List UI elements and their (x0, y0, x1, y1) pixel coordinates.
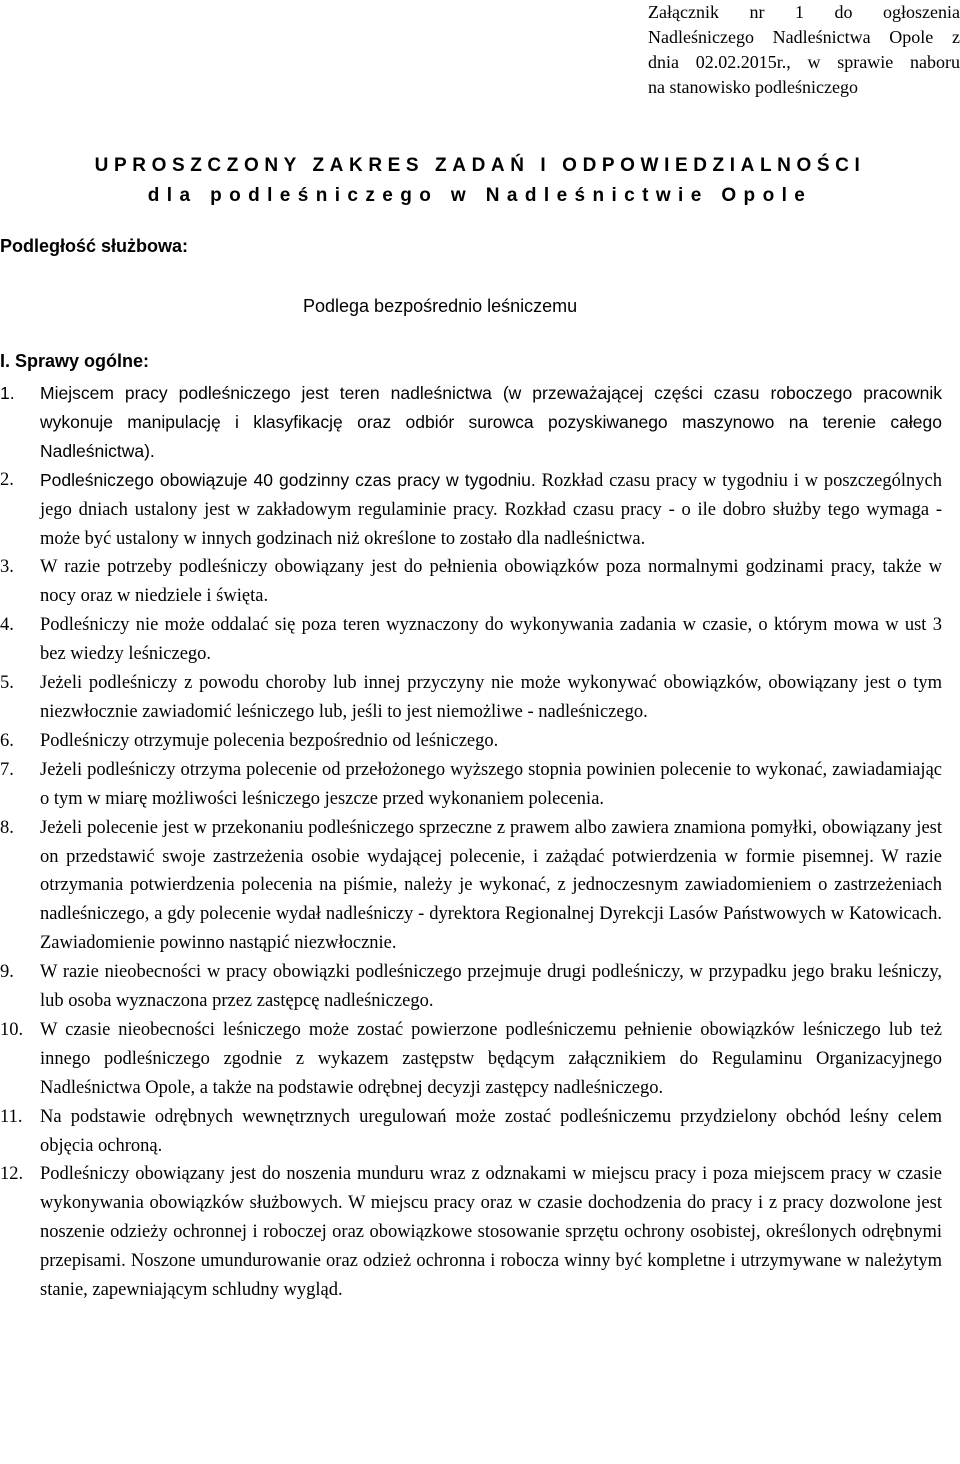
annex-line-2: Nadleśniczego Nadleśnictwa Opole z (648, 27, 960, 47)
item-number: 10. (0, 1019, 24, 1040)
section-heading: I. Sprawy ogólne: (0, 351, 150, 371)
item-text: W czasie nieobecności leśniczego może zostać powierzone podleśniczemu pełnienie obowiązków leśniczego lub też innego podleśniczego zgodnie z wykazem zastępstw będącym załącznikiem do Regulaminu Organizacyjnego Nadleśnictwa Opole, a także na podstawie odrębnej decyzji zastępcy nadleśniczego. (40, 1019, 942, 1098)
item-text: Jeżeli podleśniczy otrzyma polecenie od przełożonego wyższego stopnia powinien polecenie to wykonać, zawiadamiając o tym w miarę możliwości leśniczego jeszcze przed wykonaniem polecenia. (40, 759, 942, 809)
list-item (0, 958, 942, 1016)
item-number: 11. (0, 1106, 23, 1127)
item-number: 7. (0, 759, 14, 780)
annex-note (648, 0, 960, 100)
item-number: 8. (0, 817, 14, 838)
list-item (0, 1103, 942, 1161)
item-number: 12. (0, 1164, 24, 1185)
list-item (0, 466, 942, 554)
list-item (0, 611, 942, 669)
item-text: Jeżeli podleśniczy z powodu choroby lub innej przyczyny nie może wykonywać obowiązków, obowiązany jest o tym niezwłocznie zawiadomić leśniczego lub, jeśli to jest niemożliwe - nadleśniczego. (40, 673, 942, 722)
list-item (0, 814, 942, 959)
list-item (0, 553, 942, 611)
list-item (0, 1160, 942, 1305)
annex-line-3: dnia 02.02.2015r., w sprawie naboru (648, 52, 960, 72)
item-number: 2. (0, 469, 14, 490)
item-text: W razie nieobecności w pracy obowiązki podleśniczego przejmuje drugi podleśniczy, w przypadku jego braku leśniczy, lub osoba wyznaczona przez zastępcę nadleśniczego. (40, 962, 942, 1012)
item-number: 4. (0, 615, 14, 636)
document-title (0, 151, 960, 211)
title-line-2: dla podleśniczego w Nadleśnictwie Opole (147, 185, 813, 206)
list-item (0, 379, 942, 466)
item-number: 1. (0, 383, 15, 403)
subordination-label: Podległość służbowa: (0, 236, 189, 256)
item-text: W razie potrzeby podleśniczy obowiązany jest do pełnienia obowiązków poza normalnymi godzinami pracy, także w nocy oraz w niedziele i święta. (40, 557, 942, 607)
item-text-sans: Podleśniczego obowiązuje 40 godzinny czas pracy w tygodniu. (40, 469, 536, 490)
item-number: 3. (0, 557, 14, 578)
title-line-1: UPROSZCZONY ZAKRES ZADAŃ I ODPOWIEDZIALNOŚCI (94, 155, 866, 176)
list-item (0, 756, 942, 814)
item-text: Na podstawie odrębnych wewnętrznych uregulowań może zostać podleśniczemu przydzielony obchód leśny celem objęcia ochroną. (40, 1106, 942, 1156)
list-item (0, 727, 942, 756)
item-text: Podleśniczy nie może oddalać się poza teren wyznaczony do wykonywania zadania w czasie, o którym mowa w ust 3 bez wiedzy leśniczego. (40, 615, 942, 665)
item-text: Jeżeli polecenie jest w przekonaniu podleśniczego sprzeczne z prawem albo zawiera znamiona pomyłki, obowiązany jest on przedstawić swoje zastrzeżenia osobie wydającej polecenie, i zażądać potwierdzenia w formie pisemnej. W razie otrzymania potwierdzenia polecenia na piśmie, należy je wykonać, z jednoczesnym zawiadomieniem o zastrzeżeniach nadleśniczego, a gdy polecenie wydał nadleśniczy - dyrektora Regionalnej Dyrekcji Lasów Państwowych w Katowicach. Zawiadomienie powinno nastąpić niezwłocznie. (40, 817, 942, 954)
item-text: Miejscem pracy podleśniczego jest teren nadleśnictwa (w przeważającej części czasu roboczego pracownik wykonuje manipulację i klasyfikację oraz odbiór surowca pozyskiwanego maszynowo na terenie całego Nadleśnictwa). (40, 383, 942, 461)
annex-line-4: na stanowisko podleśniczego (648, 77, 858, 97)
annex-line-1: Załącznik nr 1 do ogłoszenia (648, 2, 960, 22)
subordination-value: Podlega bezpośrednio leśniczemu (303, 296, 578, 316)
list-item (0, 669, 942, 727)
item-number: 9. (0, 962, 14, 983)
item-number: 5. (0, 673, 14, 694)
item-number: 6. (0, 730, 14, 751)
list-item (0, 1016, 942, 1103)
item-text: Podleśniczy otrzymuje polecenia bezpośrednio od leśniczego. (40, 730, 499, 751)
item-text: Rozkład czasu pracy w tygodniu i w poszczególnych jego dniach ustalony jest w zakładowym regulaminie pracy. Rozkład czasu pracy - o ile dobro służby tego wymaga - może być ustalony w innych godzinach niż określone to zostało dla nadleśnictwa. (40, 470, 942, 549)
duties-list (0, 379, 942, 1305)
item-text: Podleśniczy obowiązany jest do noszenia munduru wraz z odznakami w miejscu pracy i poza miejscem pracy w czasie wykonywania obowiązków służbowych. W miejscu pracy oraz w czasie dochodzenia do pracy i z pracy dozwolone jest noszenie odzieży ochronnej i roboczej oraz obowiązkowe stosowanie sprzętu ochrony osobistej, określonych odrębnymi przepisami. Noszone umundurowanie oraz odzież ochronna i robocza winny być kompletne i utrzymywane w należytym stanie, zapewniającym schludny wygląd. (40, 1164, 942, 1301)
